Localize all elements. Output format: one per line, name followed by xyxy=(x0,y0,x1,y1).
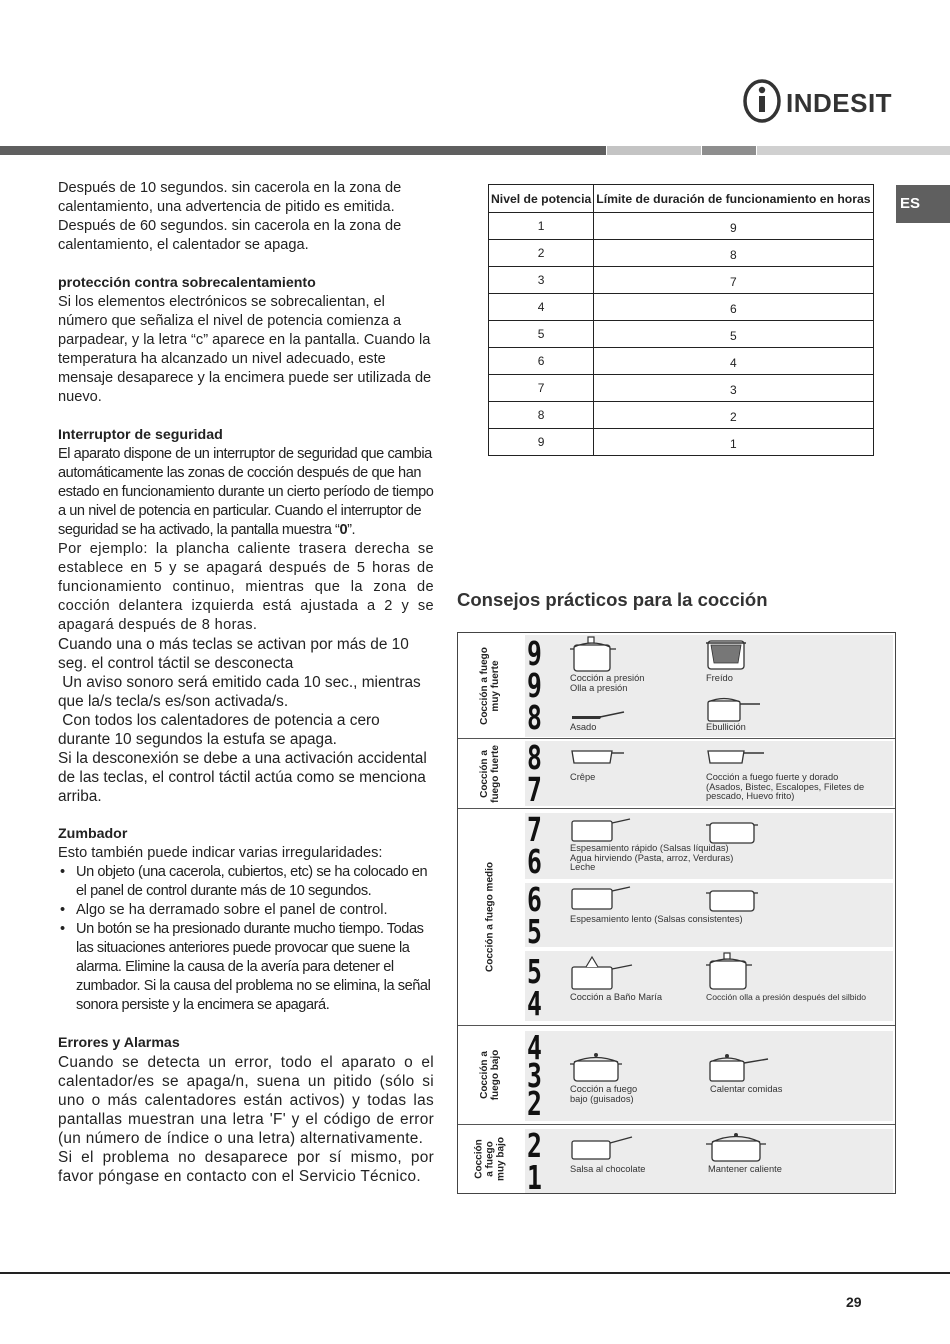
level-digit: 7 xyxy=(527,770,542,809)
heading-overheat: protección contra sobrecalentamiento xyxy=(58,275,316,291)
cooking-tips-chart xyxy=(457,632,896,1197)
level-digit: 5 xyxy=(527,952,542,991)
column-header-power-level: Nivel de potencia xyxy=(489,185,594,213)
group-label-high: Cocción a fuego fuerte xyxy=(478,744,501,803)
paragraph-errors: Cuando se detecta un error, todo el aparato o el calentador/es se apaga/n, suena un pitido (sólo si uno o más calentadores están activos) y todas las pantallas muestran una letra 'F' y el código de error (un número de índice o una letra) alternativamente. xyxy=(58,1054,434,1147)
column-header-duration-limit: Límite de duración de funcionamiento en horas xyxy=(594,185,873,213)
buzzer-list xyxy=(58,863,434,1015)
paragraph-keys: Cuando una o más teclas se activan por más de 10 seg. el control táctil se desconecta xyxy=(58,636,409,672)
duration-cell: 4 xyxy=(594,348,873,375)
header-color-bar xyxy=(0,146,950,155)
table-row xyxy=(489,213,874,240)
grill-pan-icon xyxy=(570,709,626,723)
power-limit-table xyxy=(488,184,874,456)
indesit-logo xyxy=(742,78,922,124)
saucepan-icon xyxy=(570,817,632,843)
item-roasting: Asado xyxy=(570,722,597,732)
group-separator xyxy=(458,808,895,809)
duration-cell: 9 xyxy=(594,213,873,240)
paragraph-no-pan: Después de 10 segundos. sin cacerola en la zona de calentamiento, una advertencia de pitido es emitida. Después de 60 segundos. sin cacerola en la zona de calentamiento, el calentador se apaga. xyxy=(58,180,402,253)
group-low xyxy=(458,1026,895,1124)
group-separator xyxy=(458,1025,895,1026)
power-level-cell: 1 xyxy=(489,213,594,240)
crepe-pan-icon xyxy=(570,745,626,767)
paragraph-service: Si el problema no desaparece por sí mismo, por favor póngase en contacto con el Servicio Técnico. xyxy=(58,1149,434,1185)
item-stews: Cocción a fuego bajo (guisados) xyxy=(570,1084,638,1104)
paragraph-zero: Con todos los calentadores de potencia a cero durante 10 segundos la estufa se apaga. xyxy=(58,712,384,748)
boiling-pot-icon xyxy=(706,693,762,723)
item-boiling: Ebullición xyxy=(706,722,746,732)
list-item: • Algo se ha derramado sobre el panel de control. xyxy=(58,901,434,920)
heading-buzzer: Zumbador xyxy=(58,826,128,842)
pressure-cooker-icon xyxy=(706,951,752,991)
duration-cell: 6 xyxy=(594,294,873,321)
table-row xyxy=(489,294,874,321)
level-digit: 7 xyxy=(527,810,542,849)
item-after-whistle: Cocción olla a presión después del silbido xyxy=(706,992,867,1002)
frying-pan-icon xyxy=(706,745,766,767)
pressure-cooker-icon xyxy=(570,635,616,675)
list-item: • Un botón se ha presionado durante mucho tiempo. Todas las situaciones anteriores puede provocar que suene la alarma. Elimine la causa de la avería para detener el zumbador. Si la causa del problema no se elimina, la señal sonora persiste y la encimera se apagará. xyxy=(58,920,434,1015)
power-level-cell: 9 xyxy=(489,429,594,456)
group-label-very-low: Cocción a fuego muy bajo xyxy=(473,1137,506,1181)
item-bain-marie: Cocción a Baño María xyxy=(570,992,662,1002)
group-separator xyxy=(458,1124,895,1125)
safety-display-zero: 0 xyxy=(339,522,348,538)
item-crepe: Crêpe xyxy=(570,772,596,782)
level-digit: 8 xyxy=(527,698,542,737)
table-row xyxy=(489,402,874,429)
level-digit: 2 xyxy=(527,1126,542,1165)
casserole-icon xyxy=(706,885,758,913)
level-digit: 3 xyxy=(527,1056,542,1095)
group-very-low xyxy=(458,1125,895,1197)
heading-errors: Errores y Alarmas xyxy=(58,1035,180,1051)
cooking-tips-title: Consejos prácticos para la cocción xyxy=(457,589,768,610)
power-level-cell: 7 xyxy=(489,375,594,402)
list-item: • Un objeto (una cacerola, cubiertos, etc) se ha colocado en el panel de control durante más de 10 segundos. xyxy=(58,863,434,901)
left-column xyxy=(58,179,434,1186)
table-row xyxy=(489,321,874,348)
item-keep-warm: Mantener caliente xyxy=(708,1164,782,1174)
paragraph-buzzer: Esto también puede indicar varias irregularidades: xyxy=(58,845,383,861)
level-digit: 8 xyxy=(527,738,542,777)
paragraph-accidental: Si la desconexión se debe a una activación accidental de las teclas, el control táctil actúa como se menciona arriba. xyxy=(58,750,427,805)
item-slow-thickening: Espesamiento lento (Salsas consistentes) xyxy=(570,914,743,924)
fryer-icon xyxy=(706,635,746,673)
duration-cell: 5 xyxy=(594,321,873,348)
paragraph-example: Por ejemplo: la plancha caliente trasera derecha se establece en 5 y se apagará después de 5 horas de funcionamiento continuo, mientras que la zona de cocción delantera izquierda está ajustada a 2 y se apagará después de 8 horas. xyxy=(58,541,434,633)
item-fast-thickening: Espesamiento rápido (Salsas líquidas) Agua hirviendo (Pasta, arroz, Verduras) Leche xyxy=(570,843,734,873)
table-row xyxy=(489,375,874,402)
paragraph-safety-switch xyxy=(58,445,434,540)
item-high-browning: Cocción a fuego fuerte y dorado (Asados, Bistec, Escalopes, Filetes de pescado, Huevo frito) xyxy=(706,772,865,802)
safety-text-2: ”. xyxy=(347,522,356,538)
item-pressure-cooking: Cocción a presión Olla a presión xyxy=(570,673,645,693)
reheat-pot-icon xyxy=(708,1051,770,1083)
footer-rule xyxy=(0,1272,950,1274)
power-level-cell: 4 xyxy=(489,294,594,321)
safety-text-1: El aparato dispone de un interruptor de seguridad que cambia automáticamente las zonas de cocción después de que han estado en funcionamiento durante un cierto período de tiempo a un nivel de potencia en particular. Cuando el interruptor de seguridad se ha activado, la pantalla muestra “ xyxy=(58,446,434,538)
duration-cell: 1 xyxy=(594,429,873,456)
item-reheat: Calentar comidas xyxy=(710,1084,783,1094)
level-digit: 4 xyxy=(527,984,542,1023)
language-tab: ES xyxy=(896,185,950,223)
table-row xyxy=(489,348,874,375)
group-label-very-high: Cocción a fuego muy fuerte xyxy=(478,646,501,725)
paragraph-beep: Un aviso sonoro será emitido cada 10 sec., mientras que la/s tecla/s es/son activada/s. xyxy=(58,674,425,710)
level-digit: 5 xyxy=(527,912,542,951)
level-digit: 2 xyxy=(527,1084,542,1123)
saucepan-icon xyxy=(570,885,632,911)
paragraph-overheat: Si los elementos electrónicos se sobrecalientan, el número que señaliza el nivel de potencia comienza a parpadear, y la letra “c” aparece en la pantalla. Cuando la temperatura ha alcanzado un nivel adecuado, este mensaje desaparece y la encimera puede ser utilizada de nuevo. xyxy=(58,294,432,405)
level-digit: 9 xyxy=(527,634,542,673)
power-level-cell: 6 xyxy=(489,348,594,375)
small-saucepan-icon xyxy=(570,1133,634,1161)
duration-cell: 8 xyxy=(594,240,873,267)
power-level-cell: 8 xyxy=(489,402,594,429)
table-row xyxy=(489,267,874,294)
power-level-cell: 5 xyxy=(489,321,594,348)
stew-pot-icon xyxy=(570,1051,622,1083)
item-frying: Freído xyxy=(706,673,733,683)
level-digit: 6 xyxy=(527,880,542,919)
level-digit: 9 xyxy=(527,666,542,705)
casserole-icon xyxy=(706,817,758,845)
group-separator xyxy=(458,738,895,739)
duration-cell: 2 xyxy=(594,402,873,429)
group-label-low: Cocción a fuego bajo xyxy=(478,1049,501,1101)
warming-pot-icon xyxy=(706,1129,766,1163)
item-chocolate-sauce: Salsa al chocolate xyxy=(570,1164,646,1174)
power-level-cell: 2 xyxy=(489,240,594,267)
group-very-high xyxy=(458,633,895,738)
level-digit: 6 xyxy=(527,842,542,881)
power-level-cell: 3 xyxy=(489,267,594,294)
group-label-medium: Cocción a fuego medio xyxy=(484,861,495,973)
level-digit: 1 xyxy=(527,1158,542,1197)
table-header-row xyxy=(489,185,874,213)
brand-name: INDESIT xyxy=(786,88,893,118)
table-row xyxy=(489,240,874,267)
heading-safety-switch: Interruptor de seguridad xyxy=(58,427,223,443)
duration-cell: 7 xyxy=(594,267,873,294)
page-number: 29 xyxy=(846,1294,862,1310)
duration-cell: 3 xyxy=(594,375,873,402)
bain-marie-icon xyxy=(570,951,634,991)
level-digit: 4 xyxy=(527,1028,542,1067)
table-row xyxy=(489,429,874,456)
